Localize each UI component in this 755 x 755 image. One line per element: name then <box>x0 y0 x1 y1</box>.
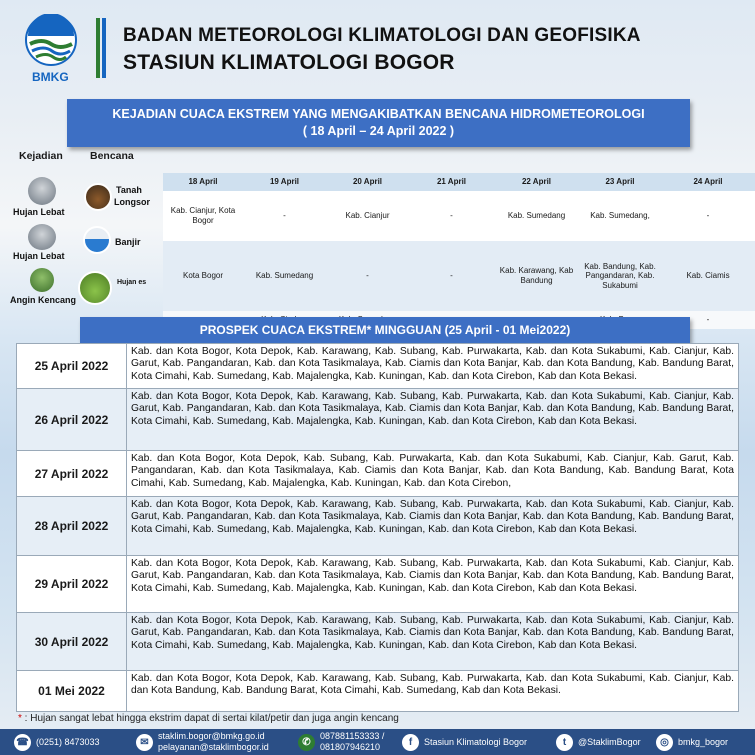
table-cell: Kab. Sumedang <box>507 211 566 221</box>
prospect-date: 27 April 2022 <box>17 451 127 496</box>
footer-instagram[interactable]: bmkg_bogor <box>678 737 729 747</box>
hazard-longsor: Longsor <box>114 197 150 207</box>
facebook-icon: f <box>402 734 419 751</box>
footnote-star: * <box>18 713 22 724</box>
prospect-text: Kab. dan Kota Bogor, Kota Depok, Kab. Karawang, Kab. Subang, Kab. Purwakarta, Kab. dan Kota Sukabumi, Kab. Cianjur, Kab. Garut, Kab. Pangandaran, Kab. dan Kota Tasikmalaya, Kab. Ciamis dan Kota Banjar, Kab. dan Kota Bandung, Kab. Bandung Barat, Kota Cimahi, Kab. Sumedang, Kab. Majalengka, Kab. Kuningan, Kab. dan Kota Cirebon, Kab dan Kota Bekasi. <box>131 346 734 382</box>
header-divider-blue <box>102 18 106 78</box>
prospect-date: 26 April 2022 <box>17 389 127 450</box>
prospect-date: 29 April 2022 <box>17 556 127 612</box>
bmkg-logo <box>22 14 80 86</box>
prospect-date: 25 April 2022 <box>17 344 127 388</box>
col-header: 22 April <box>521 177 552 187</box>
table-cell: - <box>450 271 453 281</box>
flood-icon <box>83 226 111 254</box>
table-cell: - <box>706 211 710 221</box>
table-cell: Kab. Sumedang, <box>590 211 650 221</box>
logo-text: BMKG <box>32 70 69 84</box>
hazard-banjir: Banjir <box>115 237 141 247</box>
events-banner-title: KEJADIAN CUACA EKSTREM YANG MENGAKIBATKAN BENCANA HIDROMETEOROLOGI <box>112 107 645 121</box>
prospect-text: Kab. dan Kota Bogor, Kota Depok, Kab. Karawang, Kab. Subang, Kab. Purwakarta, Kab. dan Kota Sukabumi, Kab. Cianjur, Kab. dan Kota Bandung, Kab. Bandung Barat, Kota Cimahi, Kab. Sumedang, Kab dan Kota Bekasi. <box>131 673 734 697</box>
events-table <box>163 173 755 329</box>
footer-contact-bar <box>0 729 755 755</box>
strong-wind-icon <box>30 268 54 292</box>
footer-email-1[interactable]: staklim.bogor@bmkg.go.id <box>158 731 265 741</box>
bencana-label: Bencana <box>90 150 134 162</box>
footer-facebook[interactable]: Stasiun Klimatologi Bogor <box>424 737 528 747</box>
prospect-table <box>16 343 739 712</box>
col-header: 24 April <box>693 177 723 187</box>
footnote-text: : Hujan sangat lebat hingga ekstrim dapat di sertai kilat/petir dan juga angin kencang <box>21 713 399 724</box>
table-cell: Kab. Bandung, Kab. Pangandaran, Kab. Sukabumi <box>584 261 656 290</box>
prospect-text: Kab. dan Kota Bogor, Kota Depok, Kab. Karawang, Kab. Subang, Kab. Purwakarta, Kab. dan Kota Sukabumi, Kab. Cianjur, Kab. Garut, Kab. Pangandaran, Kab. dan Kota Tasikmalaya, Kab. Ciamis dan Kota Banjar, Kab. dan Kota Bandung, Kab. Bandung Barat, Kota Cimahi, Kab. Sumedang, Kab. Majalengka, Kab. Kuningan, Kab. dan Kota Cirebon, Kab dan Kota Bekasi. <box>131 558 734 594</box>
kejadian-label: Kejadian <box>19 150 63 162</box>
events-banner <box>67 99 690 147</box>
prospect-date: 28 April 2022 <box>17 497 127 555</box>
table-cell: Kota Bogor <box>182 271 224 281</box>
table-cell: Kab. Karawang, Kab Bandung <box>499 266 574 285</box>
table-cell: Kab. Ciamis <box>686 271 730 281</box>
phone-icon: ☎ <box>14 734 31 751</box>
col-header: 21 April <box>436 177 467 187</box>
prospect-row <box>17 451 738 497</box>
prospect-row <box>17 497 738 556</box>
whatsapp-icon: ✆ <box>298 734 315 751</box>
events-table-header <box>163 173 755 191</box>
prospect-date: 30 April 2022 <box>17 613 127 670</box>
col-header: 19 April <box>269 177 300 187</box>
prospect-text: Kab. dan Kota Bogor, Kota Depok, Kab. Karawang, Kab. Subang, Kab. Purwakarta, Kab. dan Kota Sukabumi, Kab. Cianjur, Kab. Garut, Kab. Pangandaran, Kab. dan Kota Tasikmalaya, Kab. Ciamis dan Kota Banjar, Kab. dan Kota Bandung, Kab. Bandung Barat, Kota Cimahi, Kab. Sumedang, Kab. Majalengka, Kab. Kuningan, Kab. dan Kota Cirebon, Kab dan Kota Bekasi. <box>131 391 734 427</box>
hazard-tanah: Tanah <box>116 185 142 195</box>
table-cell: - <box>706 315 710 325</box>
table-cell: Kab. Cianjur <box>345 211 390 221</box>
table-cell: - <box>450 211 453 221</box>
col-header: 23 April <box>605 177 635 187</box>
prospect-text: Kab. dan Kota Bogor, Kota Depok, Kab. Karawang, Kab. Subang, Kab. Purwakarta, Kab. dan Kota Sukabumi, Kab. Cianjur, Kab. Garut, Kab. Pangandaran, Kab. dan Kota Tasikmalaya, Kab. Ciamis dan Kota Banjar, Kab. dan Kota Bandung, Kab. Bandung Barat, Kota Cimahi, Kab. Sumedang, Kab. Majalengka, Kab. Kuningan, Kab. dan Kota Cirebon, Kab dan Kota Bekasi. <box>131 499 734 535</box>
agency-title: BADAN METEOROLOGI KLIMATOLOGI DAN GEOFISIKA <box>123 25 641 46</box>
prospect-text: Kab. dan Kota Bogor, Kota Depok, Kab. Karawang, Kab. Subang, Kab. Purwakarta, Kab. dan Kota Sukabumi, Kab. Cianjur, Kab. Garut, Kab. Pangandaran, Kab. dan Kota Tasikmalaya, Kab. Ciamis dan Kota Banjar, Kab. dan Kota Bandung, Kab. Bandung Barat, Kota Cimahi, Kab. Sumedang, Kab. Majalengka, Kab. Kuningan, Kab. dan Kota Cirebon, Kab dan Kota Bekasi. <box>131 615 734 651</box>
header-divider-green <box>96 18 100 78</box>
col-header: 20 April <box>352 177 383 187</box>
footer-twitter[interactable]: @StaklimBogor <box>578 737 641 747</box>
prospect-text: Kab. dan Kota Bogor, Kota Depok, Kab. Subang, Kab. Purwakarta, Kab. dan Kota Sukabumi, Kab. Cianjur, Kab. Garut, Kab. Pangandaran, Kab. dan Kota Tasikmalaya, Kab. Ciamis dan Kota Banjar, Kab. dan Kota Bandung, Kab. Bandung Barat, Kota Cimahi, Kab. Sumedang, Kab. Majalengka, Kab. Kuningan, Kab. dan Kota Cirebon, <box>131 453 734 489</box>
prospect-row <box>17 556 738 613</box>
instagram-icon: ◎ <box>656 734 673 751</box>
heavy-rain-icon <box>28 177 56 205</box>
twitter-icon: t <box>556 734 573 751</box>
email-icon: ✉ <box>136 734 153 751</box>
hazard-hujan-lebat-1: Hujan Lebat <box>13 207 65 217</box>
table-cell: - <box>366 271 369 281</box>
table-cell: Kab. Cianjur, Kota Bogor <box>170 206 236 225</box>
hazard-hujan-es: Hujan es <box>117 279 147 286</box>
footer-whatsapp-2[interactable]: 081807946210 <box>320 742 381 752</box>
table-cell: - <box>283 211 286 221</box>
footer-phone[interactable]: (0251) 8473033 <box>36 737 100 747</box>
footer-whatsapp-1[interactable]: 087881153333 / <box>320 731 385 741</box>
prospect-date: 01 Mei 2022 <box>17 671 127 711</box>
hazard-hujan-lebat-2: Hujan Lebat <box>13 251 65 261</box>
station-title: STASIUN KLIMATOLOGI BOGOR <box>123 51 455 74</box>
hail-icon <box>78 271 112 305</box>
prospect-row <box>17 344 738 389</box>
footer-email-2[interactable]: pelayanan@staklimbogor.id <box>158 742 269 752</box>
heavy-rain-icon-2 <box>28 224 56 250</box>
prospect-banner: PROSPEK CUACA EKSTREM* MINGGUAN (25 April - 01 Mei2022) <box>80 317 690 343</box>
events-banner-dates: ( 18 April – 24 April 2022 ) <box>302 124 455 138</box>
footnote <box>18 713 399 724</box>
table-row-banjir <box>163 241 755 311</box>
table-row-longsor <box>163 191 755 241</box>
hazard-angin-kencang: Angin Kencang <box>10 295 77 305</box>
prospect-row <box>17 389 738 451</box>
landslide-icon <box>84 183 112 211</box>
prospect-row <box>17 613 738 671</box>
prospect-row <box>17 671 738 711</box>
col-header: 18 April <box>188 177 218 187</box>
table-cell: Kab. Sumedang <box>255 271 314 281</box>
